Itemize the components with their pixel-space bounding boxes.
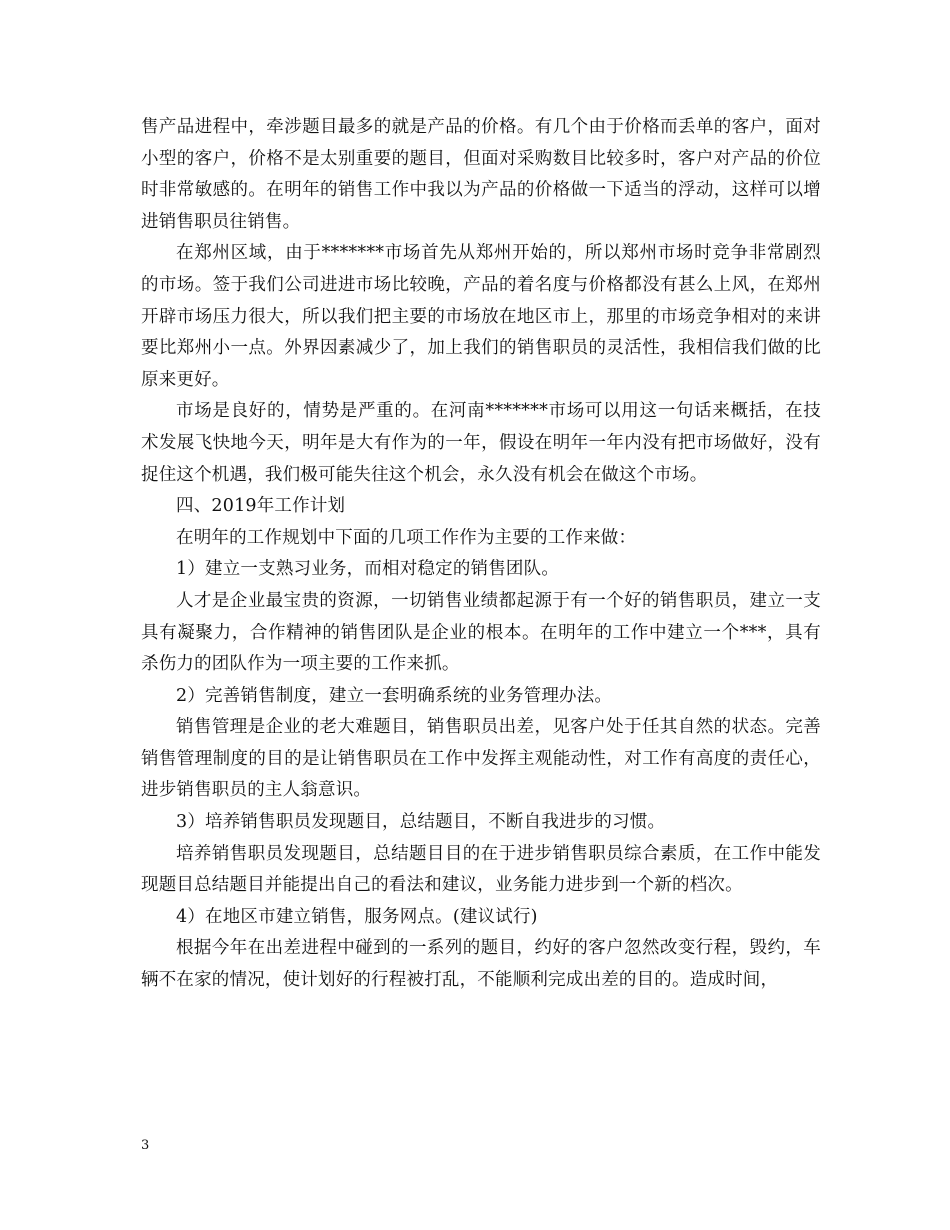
document-body bbox=[141, 112, 821, 997]
paragraph-3: 市场是良好的，情势是严重的。在河南*******市场可以用这一句话来概括，在技术发展飞快地今天，明年是大有作为的一年，假设在明年一年内没有把市场做好，没有捉住这个机遇，我们极可能失往这个机会，永久没有机会在做这个市场。 bbox=[141, 401, 821, 485]
paragraph-4: 在明年的工作规划中下面的几项工作作为主要的工作来做： bbox=[176, 527, 637, 548]
list-item-1: 1）建立一支熟习业务，而相对稳定的销售团队。 bbox=[176, 559, 560, 580]
list-item-4: 4）在地区市建立销售，服务网点。(建议试行) bbox=[176, 906, 538, 927]
paragraph-6: 销售管理是企业的老大难题目，销售职员出差，见客户处于任其自然的状态。完善销售管理制度的目的是让销售职员在工作中发挥主观能动性，对工作有高度的责任心，进步销售职员的主人翁意识。 bbox=[141, 717, 821, 801]
paragraph-5: 人才是企业最宝贵的资源，一切销售业绩都起源于有一个好的销售职员，建立一支具有凝聚力，合作精神的销售团队是企业的根本。在明年的工作中建立一个***，具有杀伤力的团队作为一项主要的工作来抓。 bbox=[141, 590, 821, 675]
paragraph-1: 售产品进程中，牵涉题目最多的就是产品的价格。有几个由于价格而丢单的客户，面对小型的客户，价格不是太别重要的题目，但面对采购数目比较多时，客户对产品的价位时非常敏感的。在明年的销售工作中我以为产品的价格做一下适当的浮动，这样可以增进销售职员往销售。 bbox=[141, 117, 821, 232]
page-number: 3 bbox=[141, 1138, 150, 1153]
paragraph-8: 根据今年在出差进程中碰到的一系列的题目，约好的客户忽然改变行程，毁约，车辆不在家的情况，使计划好的行程被打乱，不能顺利完成出差的目的。造成时间， bbox=[141, 938, 821, 991]
paragraph-2: 在郑州区域，由于*******市场首先从郑州开始的，所以郑州市场时竞争非常剧烈的市场。签于我们公司进进市场比较晚，产品的着名度与价格都没有甚么上风，在郑州开辟市场压力很大，所以我们把主要的市场放在地区市上，那里的市场竞争相对的来讲要比郑州小一点。外界因素减少了，加上我们的销售职员的灵活性，我相信我们做的比原来更好。 bbox=[141, 243, 821, 390]
paragraph-7: 培养销售职员发现题目，总结题目目的在于进步销售职员综合素质，在工作中能发现题目总结题目并能提出自己的看法和建议，业务能力进步到一个新的档次。 bbox=[141, 843, 821, 896]
section-heading: 四、2019年工作计划 bbox=[176, 496, 346, 517]
list-item-2: 2）完善销售制度，建立一套明确系统的业务管理办法。 bbox=[176, 685, 613, 706]
list-item-3: 3）培养销售职员发现题目，总结题目，不断自我进步的习惯。 bbox=[176, 812, 666, 833]
